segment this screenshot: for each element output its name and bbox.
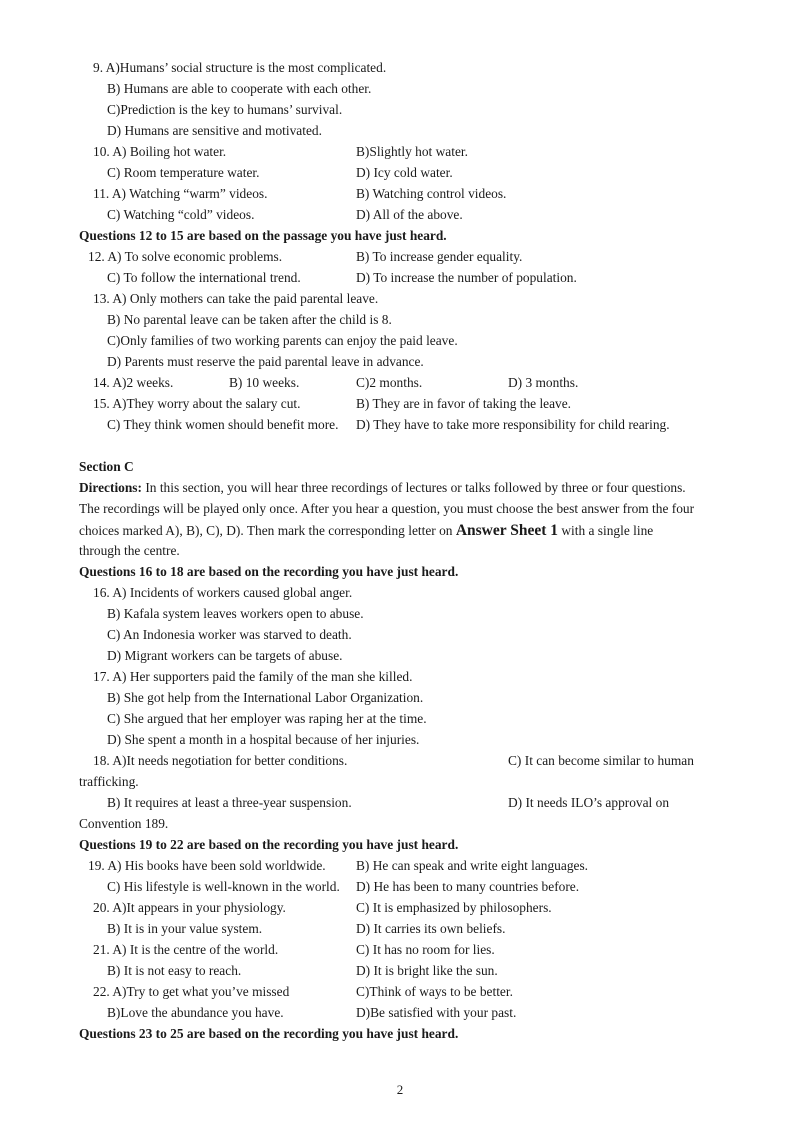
q10-option-c: C) Room temperature water. [107,165,260,180]
q22-option-b: B)Love the abundance you have. [107,1005,284,1020]
q16-option-d: D) Migrant workers can be targets of abuse. [107,648,343,663]
q15-option-b: B) They are in favor of taking the leave. [356,396,572,411]
q14-option-a: 14. A)2 weeks. [93,375,174,390]
q17-option-d: D) She spent a month in a hospital because of her injuries. [107,732,420,747]
q18-option-b: B) It requires at least a three-year suspension. [107,795,352,810]
questions-19-22-header: Questions 19 to 22 are based on the recording you have just heard. [79,837,459,852]
q11-option-b: B) Watching control videos. [356,186,507,201]
q10-option-a: 10. A) Boiling hot water. [93,144,227,159]
q20-option-b: B) It is in your value system. [107,921,263,936]
q15-option-d: D) They have to take more responsibility for child rearing. [356,417,670,432]
q17-option-c: C) She argued that her employer was raping her at the time. [107,711,427,726]
q15-option-c: C) They think women should benefit more. [107,417,339,432]
q19-option-a: 19. A) His books have been sold worldwide. [88,858,326,873]
q18-option-c-continued: trafficking. [79,774,139,789]
q17-option-a: 17. A) Her supporters paid the family of the man she killed. [93,669,413,684]
q20-option-c: C) It is emphasized by philosophers. [356,900,552,915]
directions-text-1: In this section, you will hear three recordings of lectures or talks followed by three or four questions. [141,480,686,495]
q16-option-b: B) Kafala system leaves workers open to abuse. [107,606,364,621]
q11-option-c: C) Watching “cold” videos. [107,207,255,222]
q16-option-c: C) An Indonesia worker was starved to death. [107,627,352,642]
directions-text-3-pre: choices marked A), B), C), D). Then mark the corresponding letter on [79,523,456,538]
q9-option-b: B) Humans are able to cooperate with each other. [107,81,372,96]
questions-23-25-header: Questions 23 to 25 are based on the recording you have just heard. [79,1026,459,1041]
q22-option-a: 22. A)Try to get what you’ve missed [93,984,290,999]
q21-option-c: C) It has no room for lies. [356,942,495,957]
q9-option-d: D) Humans are sensitive and motivated. [107,123,322,138]
q18-option-a: 18. A)It needs negotiation for better conditions. [93,753,348,768]
q20-option-a: 20. A)It appears in your physiology. [93,900,286,915]
q20-option-d: D) It carries its own beliefs. [356,921,506,936]
q19-option-d: D) He has been to many countries before. [356,879,580,894]
questions-12-15-header: Questions 12 to 15 are based on the passage you have just heard. [79,228,447,243]
q11-option-a: 11. A) Watching “warm” videos. [93,186,268,201]
q18-option-d: D) It needs ILO’s approval on [508,795,670,810]
q14-option-d: D) 3 months. [508,375,579,390]
q14-option-c: C)2 months. [356,375,423,390]
directions-text-3-post: with a single line [558,523,654,538]
q10-option-b: B)Slightly hot water. [356,144,468,159]
q9-option-a: 9. A)Humans’ social structure is the most complicated. [93,60,387,75]
questions-16-18-header: Questions 16 to 18 are based on the recording you have just heard. [79,564,459,579]
q12-option-b: B) To increase gender equality. [356,249,523,264]
q13-option-b: B) No parental leave can be taken after the child is 8. [107,312,392,327]
q12-option-a: 12. A) To solve economic problems. [88,249,283,264]
q19-option-c: C) His lifestyle is well-known in the world. [107,879,340,894]
answer-sheet-label: Answer Sheet 1 [455,522,559,539]
q9-option-c: C)Prediction is the key to humans’ survival. [107,102,343,117]
q21-option-b: B) It is not easy to reach. [107,963,242,978]
q15-option-a: 15. A)They worry about the salary cut. [93,396,301,411]
page-number: 2 [396,1082,404,1097]
q12-option-c: C) To follow the international trend. [107,270,301,285]
q18-option-d-continued: Convention 189. [79,816,169,831]
q22-option-d: D)Be satisfied with your past. [356,1005,517,1020]
q11-option-d: D) All of the above. [356,207,463,222]
directions-line-1 [79,480,686,496]
q14-option-b: B) 10 weeks. [229,375,300,390]
q13-option-d: D) Parents must reserve the paid parental leave in advance. [107,354,424,369]
q21-option-d: D) It is bright like the sun. [356,963,498,978]
q13-option-a: 13. A) Only mothers can take the paid parental leave. [93,291,379,306]
q21-option-a: 21. A) It is the centre of the world. [93,942,279,957]
directions-line-2: The recordings will be played only once. After you hear a question, you must choose the best answer from the four [79,501,695,516]
q12-option-d: D) To increase the number of population. [356,270,577,285]
q13-option-c: C)Only families of two working parents can enjoy the paid leave. [107,333,458,348]
q10-option-d: D) Icy cold water. [356,165,453,180]
q16-option-a: 16. A) Incidents of workers caused global anger. [93,585,353,600]
directions-label: Directions: [79,480,142,495]
q18-option-c: C) It can become similar to human [508,753,694,768]
directions-line-3 [79,522,653,540]
q19-option-b: B) He can speak and write eight languages. [356,858,589,873]
directions-line-4: through the centre. [79,543,180,558]
section-c-title: Section C [79,459,134,474]
q17-option-b: B) She got help from the International Labor Organization. [107,690,424,705]
q22-option-c: C)Think of ways to be better. [356,984,513,999]
